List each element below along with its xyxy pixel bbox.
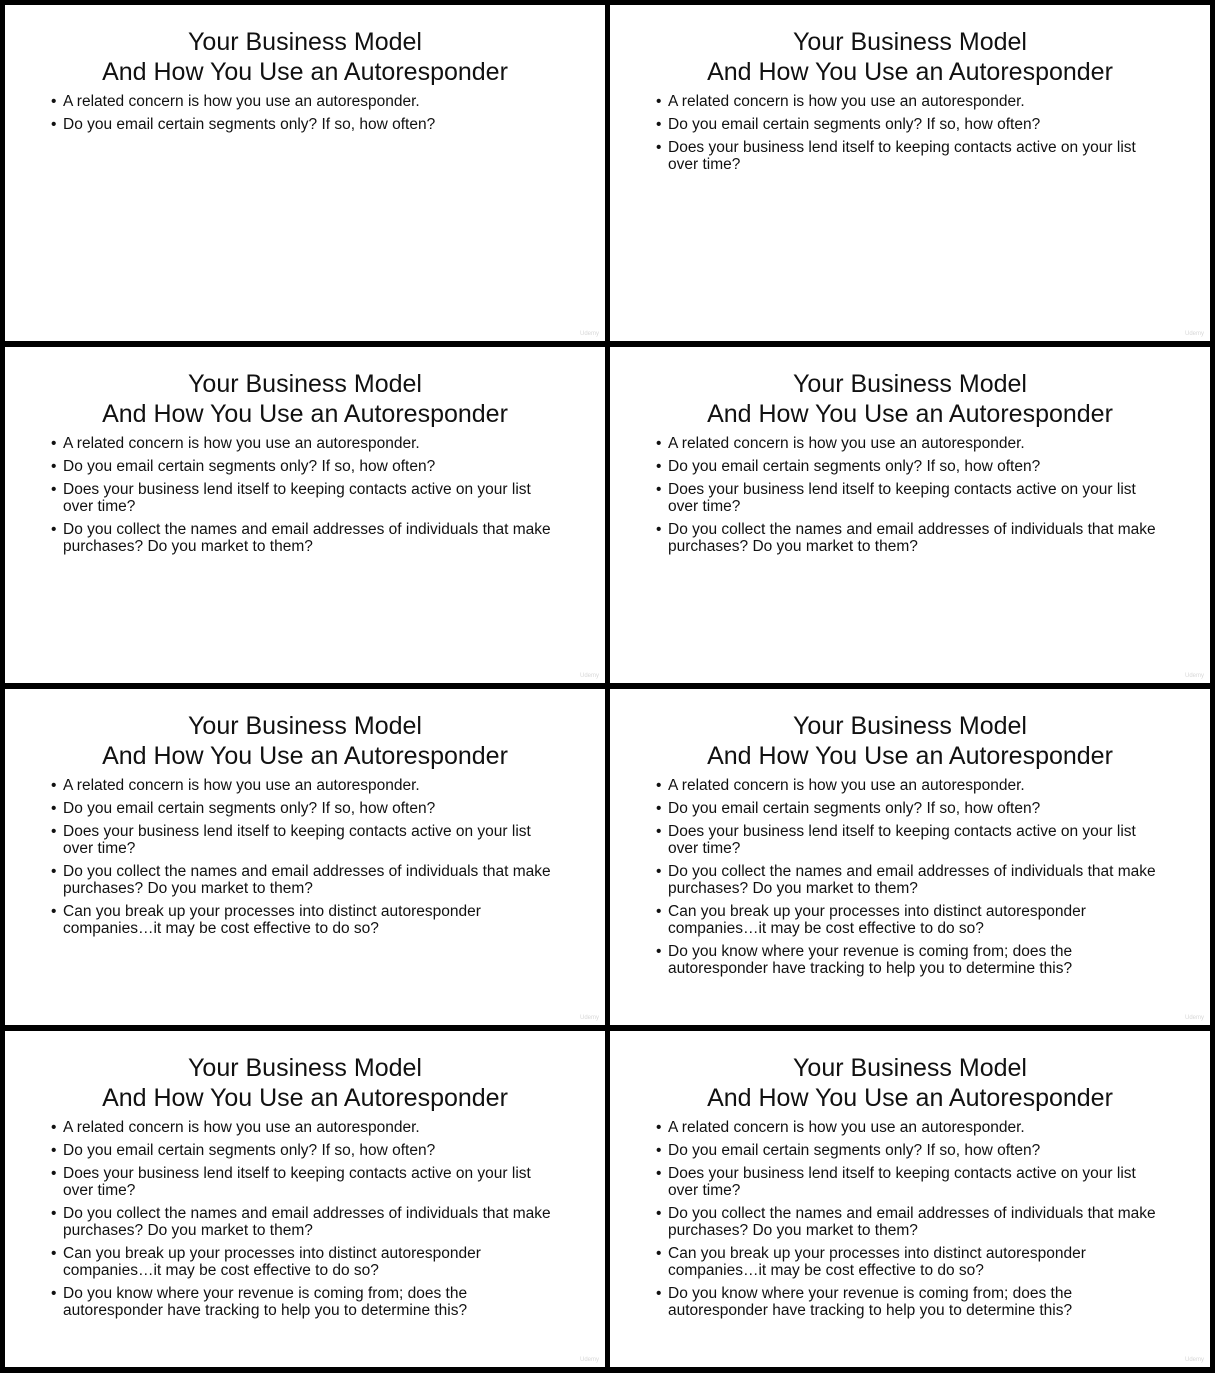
slide-title bbox=[5, 1053, 605, 1113]
title-line-1: Your Business Model bbox=[793, 712, 1027, 740]
bullet-item: • A related concern is how you use an autoresponder. bbox=[656, 1119, 1025, 1136]
title-line-2: And How You Use an Autoresponder bbox=[707, 742, 1113, 770]
bullet-item: • Do you collect the names and email addresses of individuals that make purchases? Do you market to them? bbox=[656, 521, 1156, 555]
watermark: Udemy bbox=[579, 1015, 599, 1021]
watermark: Udemy bbox=[1184, 1357, 1204, 1363]
bullet-item: • Do you email certain segments only? If so, how often? bbox=[51, 458, 436, 475]
bullet-item: • Can you break up your processes into distinct autoresponder companies…it may be cost effective to do so? bbox=[51, 903, 481, 937]
bullet-item: • Do you email certain segments only? If so, how often? bbox=[656, 1142, 1041, 1159]
bullet-item: • Do you email certain segments only? If so, how often? bbox=[51, 1142, 436, 1159]
bullet-item: • Do you know where your revenue is coming from; does the autoresponder have tracking to help you to determine this? bbox=[51, 1285, 468, 1319]
title-line-1: Your Business Model bbox=[188, 712, 422, 740]
bullet-item: • Do you know where your revenue is coming from; does the autoresponder have tracking to help you to determine this? bbox=[656, 943, 1073, 977]
title-line-1: Your Business Model bbox=[188, 370, 422, 398]
bullet-list bbox=[51, 1119, 561, 1325]
bullet-item: • Do you collect the names and email addresses of individuals that make purchases? Do you market to them? bbox=[51, 1205, 551, 1239]
bullet-item: • Do you email certain segments only? If so, how often? bbox=[656, 800, 1041, 817]
bullet-list bbox=[656, 1119, 1166, 1325]
watermark: Udemy bbox=[579, 1357, 599, 1363]
watermark: Udemy bbox=[1184, 331, 1204, 337]
slide-title bbox=[610, 369, 1210, 429]
slide-title bbox=[610, 27, 1210, 87]
slide-7 bbox=[5, 1031, 605, 1367]
title-line-2: And How You Use an Autoresponder bbox=[707, 1084, 1113, 1112]
watermark: Udemy bbox=[579, 673, 599, 679]
title-line-2: And How You Use an Autoresponder bbox=[707, 58, 1113, 86]
bullet-item: • Do you collect the names and email addresses of individuals that make purchases? Do you market to them? bbox=[656, 1205, 1156, 1239]
title-line-2: And How You Use an Autoresponder bbox=[707, 400, 1113, 428]
bullet-item: • Does your business lend itself to keeping contacts active on your list over time? bbox=[51, 481, 531, 515]
slide-title bbox=[5, 369, 605, 429]
bullet-item: • Does your business lend itself to keeping contacts active on your list over time? bbox=[51, 1165, 531, 1199]
bullet-list bbox=[656, 435, 1166, 561]
bullet-item: • Does your business lend itself to keeping contacts active on your list over time? bbox=[656, 1165, 1136, 1199]
slide-6 bbox=[610, 689, 1210, 1025]
slide-5 bbox=[5, 689, 605, 1025]
bullet-item: • Do you email certain segments only? If so, how often? bbox=[51, 800, 436, 817]
bullet-item: • A related concern is how you use an autoresponder. bbox=[51, 777, 420, 794]
slide-title bbox=[610, 1053, 1210, 1113]
bullet-item: • Do you collect the names and email addresses of individuals that make purchases? Do you market to them? bbox=[656, 863, 1156, 897]
bullet-item: • A related concern is how you use an autoresponder. bbox=[656, 93, 1025, 110]
slide-title bbox=[5, 27, 605, 87]
bullet-list bbox=[51, 93, 561, 139]
bullet-list bbox=[51, 435, 561, 561]
title-line-1: Your Business Model bbox=[793, 370, 1027, 398]
bullet-item: • A related concern is how you use an autoresponder. bbox=[656, 777, 1025, 794]
slide-4 bbox=[610, 347, 1210, 683]
title-line-2: And How You Use an Autoresponder bbox=[102, 58, 508, 86]
bullet-item: • A related concern is how you use an autoresponder. bbox=[51, 435, 420, 452]
bullet-item: • Can you break up your processes into distinct autoresponder companies…it may be cost effective to do so? bbox=[656, 903, 1086, 937]
bullet-item: • Do you know where your revenue is coming from; does the autoresponder have tracking to help you to determine this? bbox=[656, 1285, 1073, 1319]
title-line-2: And How You Use an Autoresponder bbox=[102, 1084, 508, 1112]
bullet-item: • Does your business lend itself to keeping contacts active on your list over time? bbox=[51, 823, 531, 857]
slide-title bbox=[610, 711, 1210, 771]
slide-3 bbox=[5, 347, 605, 683]
bullet-list bbox=[51, 777, 561, 943]
slide-1 bbox=[5, 5, 605, 341]
title-line-1: Your Business Model bbox=[188, 28, 422, 56]
bullet-item: • Can you break up your processes into distinct autoresponder companies…it may be cost effective to do so? bbox=[656, 1245, 1086, 1279]
watermark: Udemy bbox=[1184, 673, 1204, 679]
slide-title bbox=[5, 711, 605, 771]
bullet-list bbox=[656, 93, 1166, 179]
title-line-1: Your Business Model bbox=[793, 1054, 1027, 1082]
bullet-item: • A related concern is how you use an autoresponder. bbox=[656, 435, 1025, 452]
bullet-item: • Does your business lend itself to keeping contacts active on your list over time? bbox=[656, 823, 1136, 857]
bullet-item: • Does your business lend itself to keeping contacts active on your list over time? bbox=[656, 481, 1136, 515]
slide-8 bbox=[610, 1031, 1210, 1367]
watermark: Udemy bbox=[579, 331, 599, 337]
title-line-1: Your Business Model bbox=[793, 28, 1027, 56]
bullet-item: • Do you email certain segments only? If so, how often? bbox=[656, 458, 1041, 475]
watermark: Udemy bbox=[1184, 1015, 1204, 1021]
title-line-2: And How You Use an Autoresponder bbox=[102, 400, 508, 428]
bullet-item: • Do you collect the names and email addresses of individuals that make purchases? Do you market to them? bbox=[51, 863, 551, 897]
bullet-list bbox=[656, 777, 1166, 983]
bullet-item: • A related concern is how you use an autoresponder. bbox=[51, 93, 420, 110]
slide-2 bbox=[610, 5, 1210, 341]
bullet-item: • A related concern is how you use an autoresponder. bbox=[51, 1119, 420, 1136]
bullet-item: • Do you email certain segments only? If so, how often? bbox=[51, 116, 436, 133]
bullet-item: • Do you collect the names and email addresses of individuals that make purchases? Do you market to them? bbox=[51, 521, 551, 555]
title-line-2: And How You Use an Autoresponder bbox=[102, 742, 508, 770]
bullet-item: • Do you email certain segments only? If so, how often? bbox=[656, 116, 1041, 133]
title-line-1: Your Business Model bbox=[188, 1054, 422, 1082]
bullet-item: • Can you break up your processes into distinct autoresponder companies…it may be cost effective to do so? bbox=[51, 1245, 481, 1279]
bullet-item: • Does your business lend itself to keeping contacts active on your list over time? bbox=[656, 139, 1136, 173]
